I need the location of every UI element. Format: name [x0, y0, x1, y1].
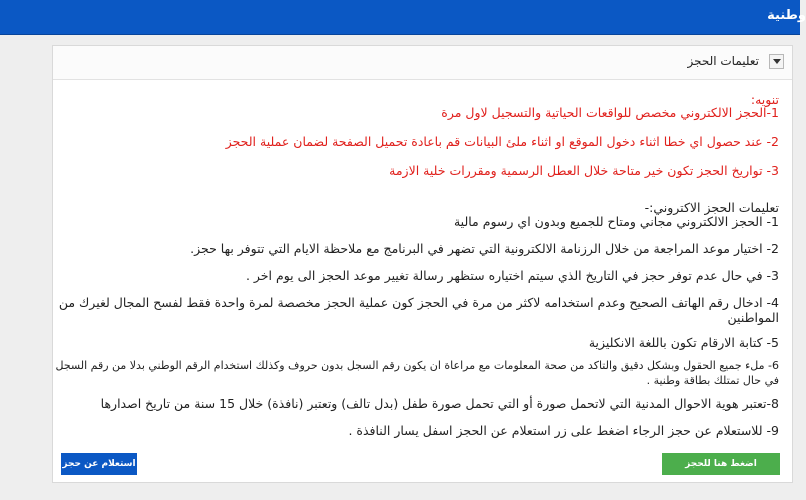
inquiry-button[interactable]: استعلام عن حجز — [61, 453, 137, 475]
notice-item: 1-الحجز الالكتروني مخصص للواقعات الحياتية والتسجيل لاول مرة — [441, 105, 779, 120]
caret-down-icon — [773, 59, 781, 64]
instruction-item: 3- في حال عدم توفر حجز في التاريخ الذي سيتم اختياره ستظهر رسالة تغيير موعد الحجز الى يوم اخر . — [245, 268, 779, 283]
notice-heading: تنويه: — [750, 92, 779, 107]
instructions-heading: تعليمات الحجز الاكتروني:- — [644, 200, 779, 215]
notice-item: 3- تواريخ الحجز تكون خير متاحة خلال العطل الرسمية ومقررات خلية الازمة — [389, 163, 779, 178]
instruction-item: 6- ملء جميع الحقول وبشكل دقيق والتاكد من صحة المعلومات مع مراعاة ان يكون رقم السجل بدون حروف وكذلك استخدام الرقم الوطني بدلا من رقم السجل في حال تمتلك بطاقة وطنية . — [55, 359, 779, 387]
book-button[interactable]: اضغط هنا للحجز — [662, 453, 780, 475]
instruction-item: 4- ادخال رقم الهاتف الصحيح وعدم استخدامه لاكثر من مرة في الحجز كون عملية الحجز مخصصة لمرة واحدة فقط لفسح المجال لغيرك من المواطنين — [58, 295, 779, 325]
instruction-item: 5- كتابة الارقام تكون باللغة الانكليزية — [588, 335, 779, 350]
app-title: وطنية — [767, 8, 806, 23]
collapse-toggle-button[interactable] — [769, 54, 784, 69]
panel-header — [53, 46, 792, 80]
instruction-item: 8-تعتبر هوية الاحوال المدنية التي لاتحمل صورة أو التي تحمل صورة طفل (بدل تالف) وتعتبر (نافذة) خلال 15 سنة من تاريخ اصدارها — [100, 396, 779, 411]
panel-title: تعليمات الحجز — [687, 54, 759, 68]
panel-body — [53, 92, 779, 482]
instruction-item: 9- للاستعلام عن حجز الرجاء اضغط على زر استعلام عن الحجز اسفل يسار النافذة . — [348, 423, 779, 438]
notice-item: 2- عند حصول اي خطا اثناء دخول الموقع او اثناء ملئ البيانات قم باعادة تحميل الصفحة لضمان عملية الحجز — [225, 134, 779, 149]
top-bar — [0, 0, 806, 35]
booking-instructions-panel — [52, 45, 793, 483]
instruction-item: 1- الحجز الالكتروني مجاني ومتاح للجميع وبدون اي رسوم مالية — [453, 214, 779, 229]
instruction-item: 2- اختيار موعد المراجعة من خلال الرزنامة الالكترونية التي تضهر في البرنامج مع ملاحظة الايام التي تتوفر بها حجز. — [190, 241, 779, 256]
